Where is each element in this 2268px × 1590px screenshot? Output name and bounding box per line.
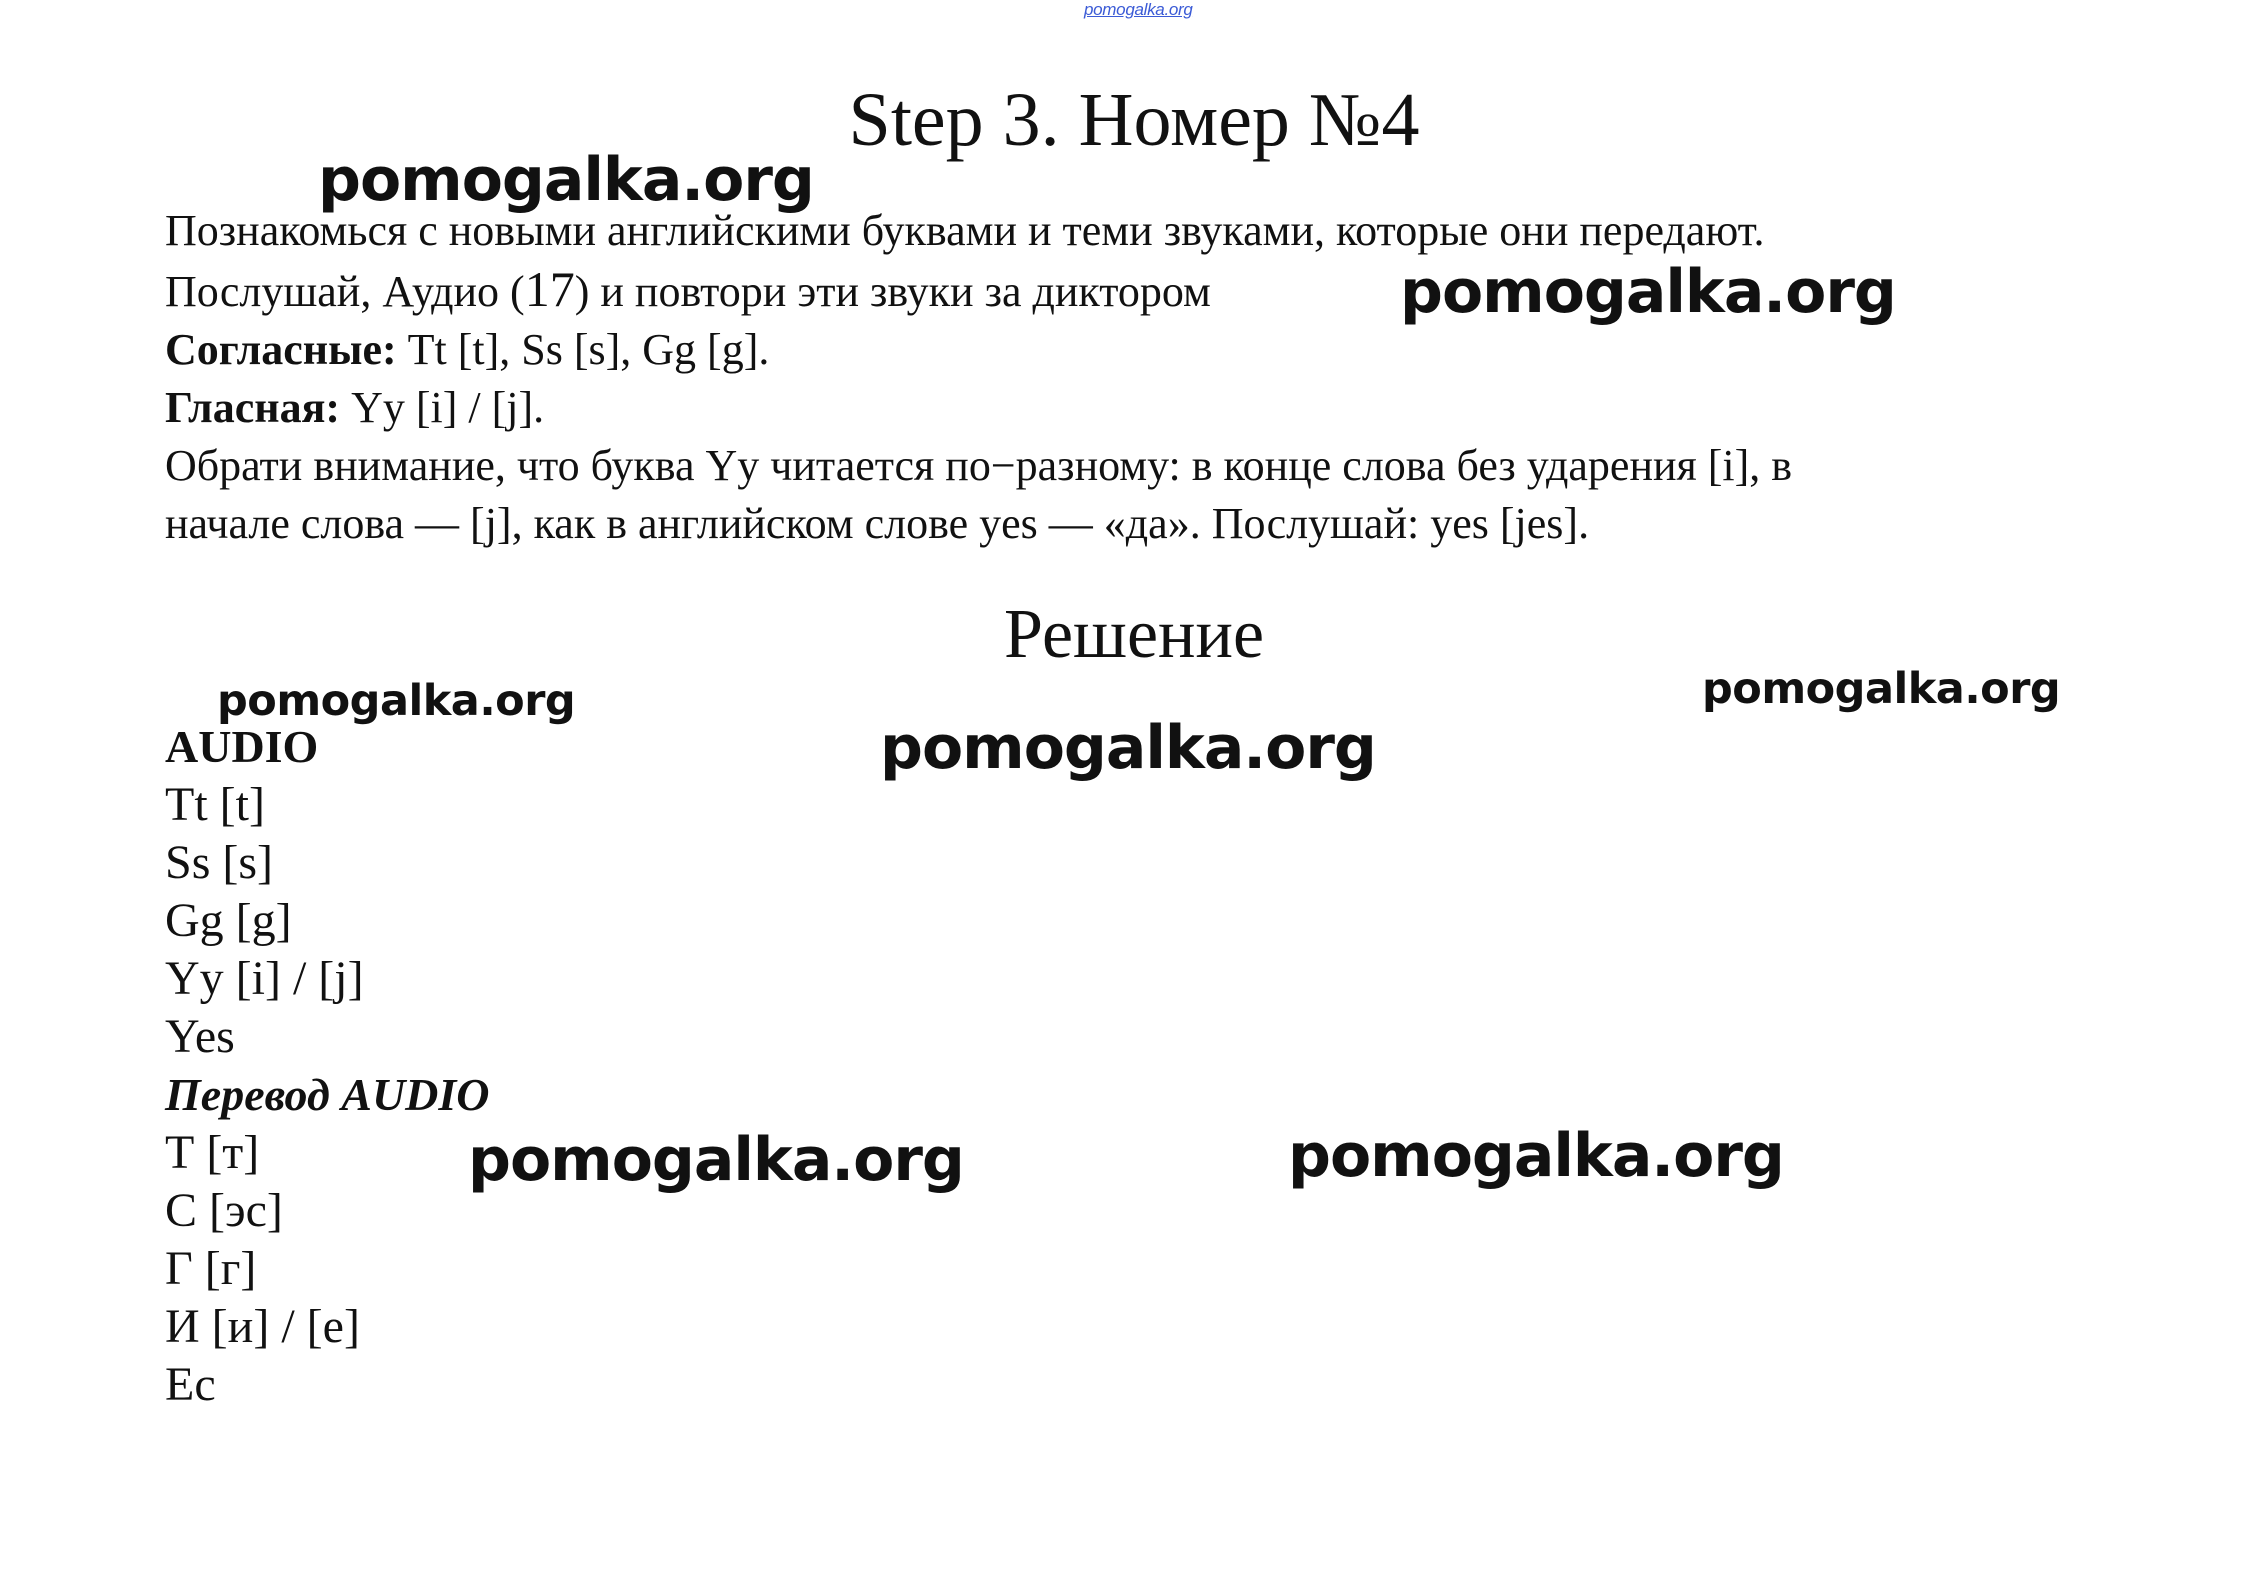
task-line: Послушай, Аудио (17) и повтори эти звуки за диктором xyxy=(165,261,1211,317)
solution-heading: Решение xyxy=(1003,596,1265,673)
audio-line: Tt [t] xyxy=(165,778,265,831)
watermark: pomogalka.org xyxy=(217,676,576,726)
audio-line: Gg [g] xyxy=(165,894,292,947)
note-line: Обрати внимание, что буква Yy читается по−разному: в конце слова без ударения [i], в xyxy=(165,441,1793,490)
note-line: начале слова — [j], как в английском слове yes — «да». Послушай: yes [jes]. xyxy=(165,499,1590,548)
watermark: pomogalka.org xyxy=(880,713,1376,783)
watermark: pomogalka.org xyxy=(1400,257,1896,327)
vowel-label: Гласная: xyxy=(165,383,341,432)
translation-heading: Перевод AUDIO xyxy=(165,1069,490,1120)
audio-line: Yes xyxy=(165,1010,235,1063)
translation-line: Ес xyxy=(165,1358,216,1411)
answer-block xyxy=(165,718,490,1414)
audio-heading: AUDIO xyxy=(165,721,319,772)
translation-line: Г [г] xyxy=(165,1242,257,1295)
watermark: pomogalka.org xyxy=(318,145,814,215)
translation-line: С [эс] xyxy=(165,1184,283,1237)
consonants-label: Согласные: xyxy=(165,325,397,374)
audio-line: Yy [i] / [j] xyxy=(165,952,364,1005)
watermark: pomogalka.org xyxy=(468,1125,964,1195)
translation-line: И [и] / [е] xyxy=(165,1300,360,1353)
consonants-line: Согласные: Tt [t], Ss [s], Gg [g]. xyxy=(165,325,770,374)
task-line: Познакомься с новыми английскими буквами и теми звуками, которые они передают. xyxy=(165,206,1765,255)
audio-line: Ss [s] xyxy=(165,836,274,889)
task-text xyxy=(165,202,2165,553)
site-link[interactable]: pomogalka.org xyxy=(1084,0,1193,19)
page-title: Step 3. Номер №4 xyxy=(848,78,1420,162)
vowel-line: Гласная: Yy [i] / [j]. xyxy=(165,383,545,432)
translation-line: Т [т] xyxy=(165,1126,260,1179)
watermark: pomogalka.org xyxy=(1702,664,2061,714)
watermark: pomogalka.org xyxy=(1288,1121,1784,1191)
